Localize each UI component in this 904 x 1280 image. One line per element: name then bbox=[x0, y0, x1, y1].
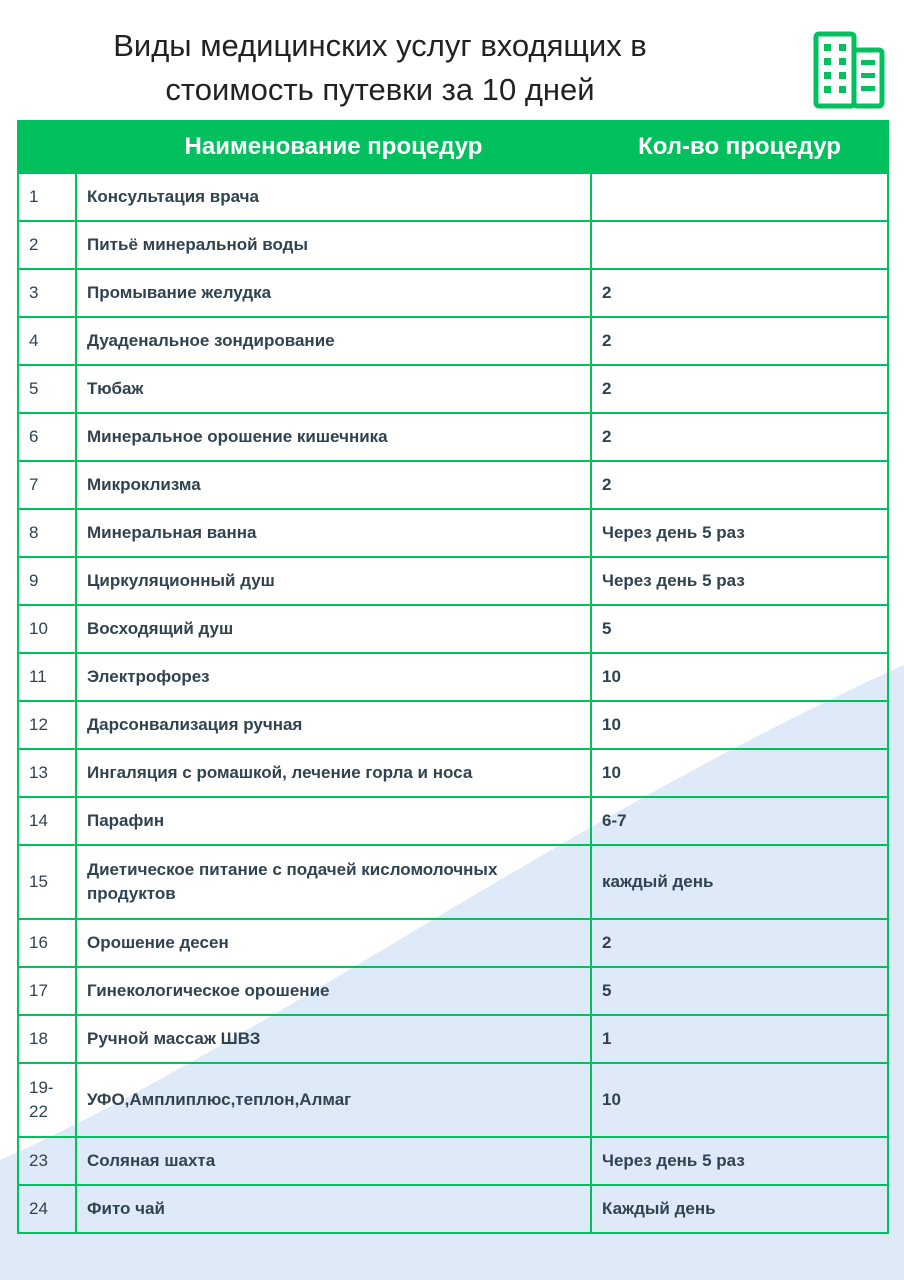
procedure-count: 10 bbox=[591, 749, 888, 797]
procedure-count: 2 bbox=[591, 317, 888, 365]
procedure-count: 2 bbox=[591, 269, 888, 317]
header-number bbox=[18, 121, 76, 173]
title-line-2: стоимость путевки за 10 дней bbox=[165, 72, 595, 107]
row-number: 8 bbox=[18, 509, 76, 557]
procedure-count: 2 bbox=[591, 365, 888, 413]
procedure-count: 5 bbox=[591, 605, 888, 653]
procedure-count: 10 bbox=[591, 1063, 888, 1137]
row-number: 2 bbox=[18, 221, 76, 269]
table-row bbox=[18, 967, 888, 1015]
table-row bbox=[18, 1137, 888, 1185]
table-row bbox=[18, 269, 888, 317]
row-number: 6 bbox=[18, 413, 76, 461]
procedure-name: Минеральное орошение кишечника bbox=[76, 413, 591, 461]
row-number: 14 bbox=[18, 797, 76, 845]
table-header-row bbox=[18, 121, 888, 173]
row-number: 5 bbox=[18, 365, 76, 413]
procedure-name: Циркуляционный душ bbox=[76, 557, 591, 605]
table-row bbox=[18, 173, 888, 221]
row-number: 4 bbox=[18, 317, 76, 365]
procedure-name: Фито чай bbox=[76, 1185, 591, 1233]
procedure-name: Ручной массаж ШВЗ bbox=[76, 1015, 591, 1063]
procedure-name: Питьё минеральной воды bbox=[76, 221, 591, 269]
table-row bbox=[18, 845, 888, 919]
row-number: 24 bbox=[18, 1185, 76, 1233]
table-row bbox=[18, 557, 888, 605]
table-row bbox=[18, 365, 888, 413]
table-row bbox=[18, 1015, 888, 1063]
procedure-name: Диетическое питание с подачей кисломолочных продуктов bbox=[76, 845, 591, 919]
page-title bbox=[40, 24, 720, 112]
table-row bbox=[18, 653, 888, 701]
row-number: 10 bbox=[18, 605, 76, 653]
table-row bbox=[18, 749, 888, 797]
row-number: 9 bbox=[18, 557, 76, 605]
procedure-count: 6-7 bbox=[591, 797, 888, 845]
row-number: 11 bbox=[18, 653, 76, 701]
row-number: 13 bbox=[18, 749, 76, 797]
procedure-count bbox=[591, 221, 888, 269]
row-number: 7 bbox=[18, 461, 76, 509]
table-row bbox=[18, 461, 888, 509]
procedure-name: Микроклизма bbox=[76, 461, 591, 509]
procedure-name: Дуаденальное зондирование bbox=[76, 317, 591, 365]
procedure-count: 2 bbox=[591, 461, 888, 509]
table-row bbox=[18, 797, 888, 845]
procedure-count: 2 bbox=[591, 413, 888, 461]
table-row bbox=[18, 413, 888, 461]
procedure-name: Тюбаж bbox=[76, 365, 591, 413]
procedure-name: Восходящий душ bbox=[76, 605, 591, 653]
row-number: 17 bbox=[18, 967, 76, 1015]
procedure-count: 2 bbox=[591, 919, 888, 967]
procedures-table bbox=[17, 120, 889, 1234]
table-row bbox=[18, 605, 888, 653]
procedure-count: каждый день bbox=[591, 845, 888, 919]
procedure-name: Минеральная ванна bbox=[76, 509, 591, 557]
building-icon bbox=[806, 28, 888, 110]
procedure-count: 1 bbox=[591, 1015, 888, 1063]
row-number: 3 bbox=[18, 269, 76, 317]
header-procedure-name: Наименование процедур bbox=[76, 121, 591, 173]
procedure-count: 10 bbox=[591, 701, 888, 749]
row-number: 15 bbox=[18, 845, 76, 919]
row-number: 19-22 bbox=[18, 1063, 76, 1137]
table-row bbox=[18, 919, 888, 967]
table-row bbox=[18, 1185, 888, 1233]
procedure-count bbox=[591, 173, 888, 221]
procedure-name: Соляная шахта bbox=[76, 1137, 591, 1185]
procedure-name: Ингаляция с ромашкой, лечение горла и носа bbox=[76, 749, 591, 797]
row-number: 16 bbox=[18, 919, 76, 967]
procedure-count: Через день 5 раз bbox=[591, 557, 888, 605]
procedure-count: Каждый день bbox=[591, 1185, 888, 1233]
procedure-name: Дарсонвализация ручная bbox=[76, 701, 591, 749]
procedure-name: Промывание желудка bbox=[76, 269, 591, 317]
procedure-name: Консультация врача bbox=[76, 173, 591, 221]
procedure-name: Орошение десен bbox=[76, 919, 591, 967]
table-row bbox=[18, 221, 888, 269]
row-number: 1 bbox=[18, 173, 76, 221]
row-number: 12 bbox=[18, 701, 76, 749]
row-number: 23 bbox=[18, 1137, 76, 1185]
table-row bbox=[18, 701, 888, 749]
procedure-name: Парафин bbox=[76, 797, 591, 845]
procedure-name: Гинекологическое орошение bbox=[76, 967, 591, 1015]
table-row bbox=[18, 509, 888, 557]
procedure-count: Через день 5 раз bbox=[591, 1137, 888, 1185]
title-line-1: Виды медицинских услуг входящих в bbox=[113, 28, 647, 63]
procedure-count: 10 bbox=[591, 653, 888, 701]
table-row bbox=[18, 317, 888, 365]
header-procedure-count: Кол-во процедур bbox=[591, 121, 888, 173]
procedure-count: Через день 5 раз bbox=[591, 509, 888, 557]
table-row bbox=[18, 1063, 888, 1137]
procedure-count: 5 bbox=[591, 967, 888, 1015]
procedure-name: Электрофорез bbox=[76, 653, 591, 701]
row-number: 18 bbox=[18, 1015, 76, 1063]
procedure-name: УФО,Амплиплюс,теплон,Алмаг bbox=[76, 1063, 591, 1137]
